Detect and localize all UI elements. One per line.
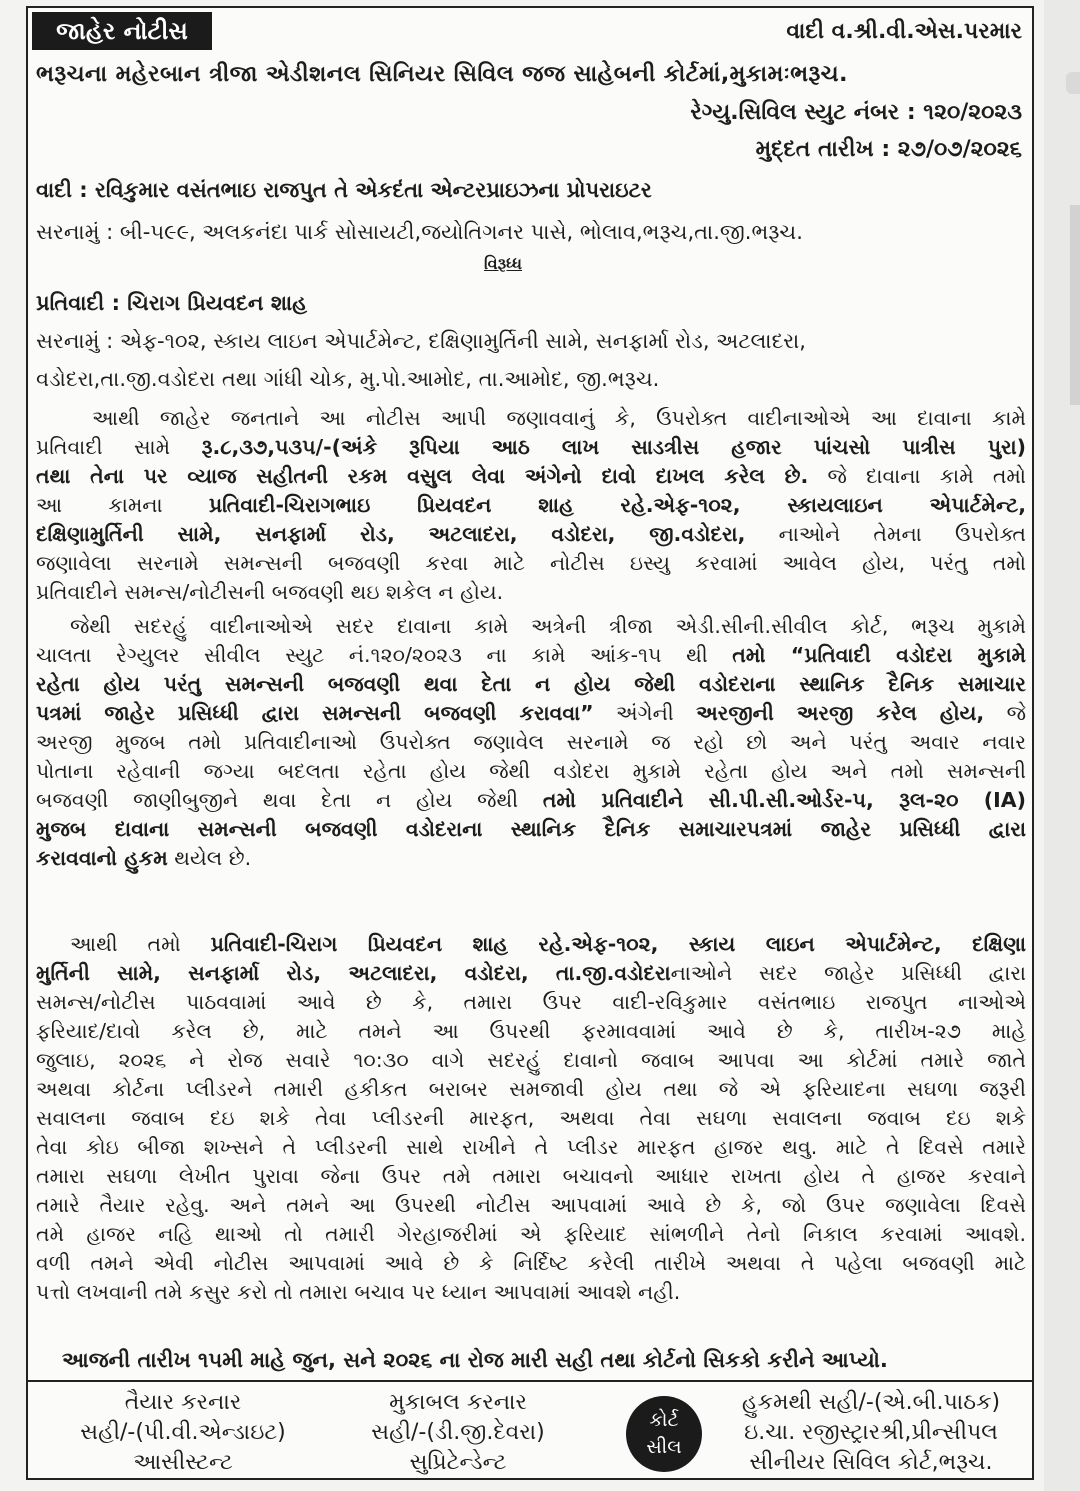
paragraph-line: મુર્તિની સામે, સનફાર્મા રોડ, અટલાદરા, વડોદરા, તા.જી.વડોદરાનાઓને સદર જાહેર પ્રસિધ્ધી દ્વારા (36, 961, 1026, 985)
prepared-label: તૈયાર કરનાર (124, 1390, 242, 1415)
paragraph-line: જેથી સદરહું વાદીનાઓએ સદર દાવાના કામે અત્રેની ત્રીજા એડી.સીની.સીવીલ કોર્ટ, ભરૂચ મુકામે (70, 614, 1026, 638)
hearing-date: મુદ્દત તારીખ : ૨૭/૦૭/૨૦૨૬ (755, 137, 1022, 162)
paragraph-line: દક્ષિણામુર્તિની સામે, સનફાર્મા રોડ, અટલાદરા, વડોદરા, જી.વડોદરા, નાઓને તેમના ઉપરોક્ત (36, 522, 1026, 546)
paragraph-line: જુલાઇ, ૨૦૨૬ ને રોજ સવારે ૧૦:૩૦ વાગે સદરહું દાવાનો જવાબ આપવા આ કોર્ટમાં તમારે જાતે (36, 1048, 1026, 1072)
closing-line: આજની તારીખ ૧૫મી માહે જુન, સને ૨૦૨૬ ના રોજ મારી સહી તથા કોર્ટનો સિકકો કરીને આપ્યો. (62, 1348, 888, 1372)
plaintiff-address: સરનામું : બી-૫૯૯, અલકનંદા પાર્ક સોસાયટી,જયોતિગનર પાસે, ભોલાવ,ભરૂચ,તા.જી.ભરૂચ. (36, 220, 803, 244)
paragraph-line: પ્રતિવાદી સામે રૂ.૮,૩૭,૫૩૫/-(અંકે રૂપિયા આઠ લાખ સાડત્રીસ હજાર પાંચસો પાત્રીસ પુરા) (36, 435, 1026, 459)
plaintiff-name: વાદી : રવિકુમાર વસંતભાઇ રાજપુત તે એકદંતા એન્ટરપ્રાઇઝના પ્રોપરાઇટર (36, 178, 652, 202)
paragraph-summons (36, 930, 1026, 1307)
court-line: ભરૂચના મહેરબાન ત્રીજા એડીશનલ સિનિયર સિવિલ જજ સાહેબની કોર્ટમાં,મુકામઃભરૂચ. (36, 61, 848, 87)
seal-text: કોર્ટ (649, 1409, 679, 1431)
paragraph-line: પત્તો લખવાની તમે કસુર કરો તો તમારા બચાવ પર ધ્યાન આપવામાં આવશે નહી. (36, 1280, 681, 1304)
paragraph-line: અરજી મુજબ તમો પ્રતિવાદીનાઓ ઉપરોક્ત જણાવેલ સરનામે જ રહો છો અને પરંતુ અવાર નવાર (36, 730, 1026, 754)
paragraph-line: જણાવેલા સરનામે સમન્સની બજવણી કરવા માટે નોટીસ ઇસ્યુ કરવામાં આવેલ હોય, પરંતુ તમો (36, 551, 1026, 575)
paragraph-line: આથી જાહેર જનતાને આ નોટીસ આપી જણાવવાનું કે, ઉપરોક્ત વાદીનાઓએ આ દાવાના કામે (92, 406, 1026, 430)
divider (28, 1380, 1032, 1382)
paragraph-line: રહેતા હોય પરંતુ સમન્સની બજવણી થવા દેતા ન હોય જેથી વડોદરાના સ્થાનિક દૈનિક સમાચાર (36, 672, 1026, 696)
plaintiff-advocate: વાદી વ.શ્રી.વી.એસ.પરમાર (786, 19, 1022, 44)
paragraph-line: વળી તમને એવી નોટીસ આપવામાં આવે છે કે નિર્દિષ્ટ કરેલી તારીખે અથવા તે પહેલા બજવણી માટે (36, 1251, 1026, 1275)
prepared-role: આસીસ્ટન્ટ (133, 1450, 233, 1475)
notice-badge: જાહેર નોટીસ (32, 12, 212, 50)
paragraph-line: સવાલના જવાબ દઇ શકે તેવા પ્લીડરની મારફત, અથવા તેવા સઘળા સવાલના જવાબ દઇ શકે (36, 1106, 1026, 1130)
seal-text: સીલ (646, 1436, 682, 1458)
order-signature-block (712, 1388, 1030, 1478)
compared-label: મુકાબલ કરનાર (389, 1390, 527, 1415)
court-seal (626, 1396, 702, 1472)
paragraph-line: તમારે તૈયાર રહેવુ. અને તમને આ ઉપરથી નોટીસ આપવામાં આવે છે કે, જો ઉપર જણાવેલા દિવસે (36, 1193, 1026, 1217)
paragraph-line: તથા તેના પર વ્યાજ સહીતની રકમ વસુલ લેવા અંગેનો દાવો દાખલ કરેલ છે. જે દાવાના કામે તમો (36, 464, 1027, 488)
paragraph-line: પત્રમાં જાહેર પ્રસિધ્ધી દ્વારા સમન્સની બજવણી કરાવવા” અંગેની અરજીની અરજી કરેલ હોય, જે (36, 701, 1026, 725)
paragraph-line: ચાલતા રેગ્યુલર સીવીલ સ્યુટ નં.૧૨૦/૨૦૨૩ ના કામે આંક-૧૫ થી તમો “પ્રતિવાદી વડોદરા મુકામે (36, 643, 1026, 667)
compared-signature: સહી/-(ડી.જી.દેવરા) (371, 1420, 545, 1445)
paragraph-line: આથી તમો પ્રતિવાદી-ચિરાગ પ્રિયવદન શાહ રહે.એફ-૧૦૨, સ્કાય લાઇન એપાર્ટમેન્ટ, દક્ષિણા (70, 932, 1026, 956)
paragraph-line: તેવા કોઇ બીજા શખ્સને તે પ્લીડરની સાથે રાખીને તે પ્લીડર મારફત હાજર થવુ. માટે તે દિવસે તમારે (36, 1135, 1026, 1159)
order-role: સીનીયર સિવિલ કોર્ટ,ભરૂચ. (749, 1450, 993, 1475)
paragraph-line: અથવા કોર્ટના પ્લીડરને તમારી હકીકત બરાબર સમજાવી હોય તથા જે એ ફરિયાદના સઘળા જરૂરી (36, 1077, 1026, 1101)
prepared-signature: સહી/-(પી.વી.એન્ડાઇટ) (80, 1420, 286, 1445)
defendant-name: પ્રતિવાદી : ચિરાગ પ્રિયવદન શાહ (36, 291, 308, 315)
paragraph-line: મુજબ દાવાના સમન્સની બજવણી વડોદરાના સ્થાનિક દૈનિક સમાચારપત્રમાં જાહેર પ્રસિધ્ધી દ્વારા (36, 817, 1027, 841)
paragraph-application (36, 612, 1026, 873)
versus-label: વિરૂધ્ધ (484, 254, 523, 273)
paragraph-line: પ્રતિવાદીને સમન્સ/નોટીસની બજવણી થઇ શકેલ ન હોય. (36, 580, 504, 604)
paragraph-line: બજવણી જાણીબુજીને થવા દેતા ન હોય જેથી તમો પ્રતિવાદીને સી.પી.સી.ઓર્ડર-૫, રૂલ-૨૦ (IA) (36, 788, 1026, 812)
paragraph-line: તમારા સઘળા લેખીત પુરાવા જેના ઉપર તમે તમારા બચાવનો આધાર રાખતા હોય તે હાજર કરવાને (36, 1164, 1026, 1188)
defendant-address-line: સરનામું : એફ-૧૦૨, સ્કાય લાઇન એપાર્ટમેન્ટ, દક્ષિણામુર્તિની સામે, સનફાર્મા રોડ, અટલાદરા, (36, 329, 806, 353)
paragraph-line: સમન્સ/નોટીસ પાઠવવામાં આવે છે કે, તમારા ઉપર વાદી-રવિકુમાર વસંતભાઇ રાજપુત નાઓએ (36, 990, 1026, 1014)
paragraph-line: આ કામના પ્રતિવાદી-ચિરાગભાઇ પ્રિયવદન શાહ રહે.એફ-૧૦૨, સ્કાયલાઇન એપાર્ટમેન્ટ, (36, 493, 1027, 517)
page-edge-mark (1070, 205, 1080, 405)
paragraph-line: કરાવવાનો હુકમ થયેલ છે. (36, 846, 252, 870)
paragraph-line: તમે હાજર નહિ થાઓ તો તમારી ગેરહાજરીમાં એ ફરિયાદ સાંભળીને તેનો નિકાલ કરવામાં આવશે. (36, 1222, 1026, 1246)
order-signature: હુકમથી સહી/-(એ.બી.પાઠક) (741, 1390, 1001, 1415)
page-edge-mark (1066, 72, 1080, 94)
defendant-address-line: વડોદરા,તા.જી.વડોદરા તથા ગાંધી ચોક, મુ.પો.આમોદ, તા.આમોદ, જી.ભરૂચ. (36, 367, 660, 391)
prepared-by-block (48, 1388, 318, 1478)
paragraph-line: પોતાના રહેવાની જગ્યા બદલતા રહેતા હોય જેથી વડોદરા મુકામે રહેતા હોય અને તમો સમન્સની (36, 759, 1026, 783)
public-notice (26, 6, 1034, 1480)
paragraph-claim (36, 404, 1026, 607)
compared-role: સુપ્રિટેન્ડેન્ટ (409, 1450, 507, 1475)
suit-number: રેગ્યુ.સિવિલ સ્યુટ નંબર : ૧૨૦/૨૦૨૩ (690, 100, 1022, 125)
paragraph-line: ફરિયાદ/દાવો કરેલ છે, માટે તમને આ ઉપરથી ફરમાવવામાં આવે છે કે, તારીખ-૨૭ માહે (36, 1019, 1026, 1043)
compared-by-block (328, 1388, 588, 1478)
order-role: ઇ.ચા. રજીસ્ટ્રારશ્રી,પ્રીન્સીપલ (744, 1420, 998, 1445)
